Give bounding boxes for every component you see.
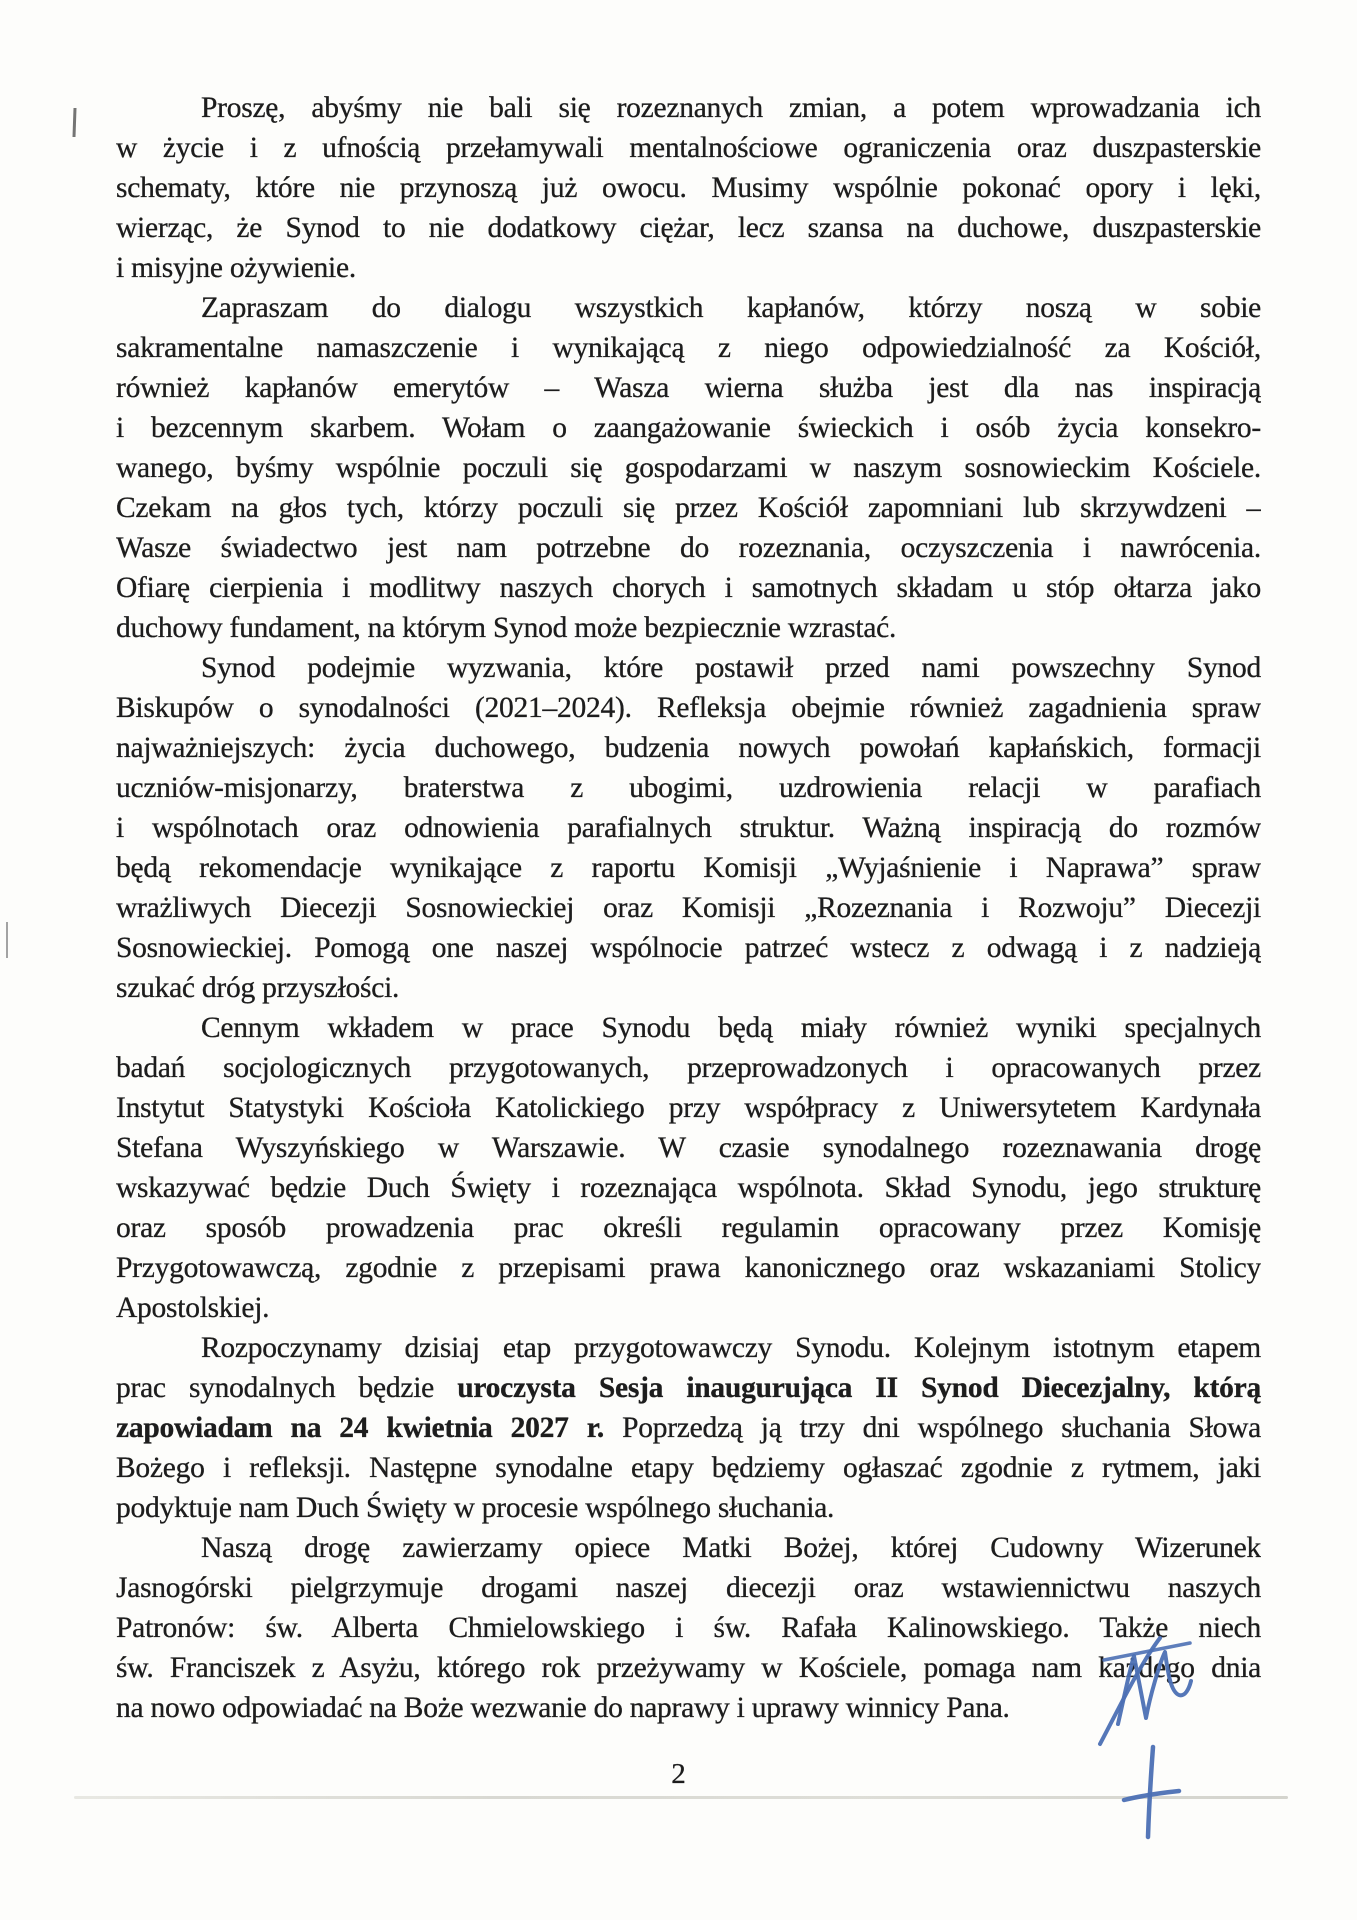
text-line — [116, 1408, 1261, 1448]
text-line: wierząc, że Synod to nie dodatkowy ciężar, lecz szansa na duchowe, duszpasterskie — [116, 212, 1261, 244]
text-segment: Poprzedzą ją trzy dni wspólnego słuchania Słowa — [603, 1412, 1261, 1444]
text-line: św. Franciszek z Asyżu, którego rok przeżywamy w Kościele, pomaga nam każdego dnia — [116, 1652, 1261, 1684]
paragraph-5 — [116, 1328, 1261, 1528]
letter-body — [116, 88, 1261, 1728]
text-line: podyktuje nam Duch Święty w procesie wspólnego słuchania. — [116, 1492, 835, 1524]
text-line: będą rekomendacje wynikające z raportu Komisji „Wyjaśnienie i Naprawa” spraw — [116, 852, 1261, 884]
text-line: Zapraszam do dialogu wszystkich kapłanów, którzy noszą w sobie — [201, 292, 1261, 324]
text-line — [116, 1368, 1261, 1408]
paragraph-3 — [116, 648, 1261, 1008]
text-line: Bożego i refleksji. Następne synodalne etapy będziemy ogłaszać zgodnie z rytmem, jaki — [116, 1452, 1261, 1484]
paragraph-4 — [116, 1008, 1261, 1328]
signature-paraph-icon — [1088, 1632, 1196, 1750]
text-line: wrażliwych Diecezji Sosnowieckiej oraz Komisji „Rozeznania i Rozwoju” Diecezji — [116, 892, 1261, 924]
text-line: najważniejszych: życia duchowego, budzenia nowych powołań kapłańskich, formacji — [116, 732, 1261, 764]
text-line: Instytut Statystyki Kościoła Katolickiego przy współpracy z Uniwersytetem Kardynała — [116, 1092, 1261, 1124]
text-line: oraz sposób prowadzenia prac określi regulamin opracowany przez Komisję — [116, 1212, 1261, 1244]
text-line: i bezcennym skarbem. Wołam o zaangażowanie świeckich i osób życia konsekro- — [116, 412, 1261, 444]
text-line: Synod podejmie wyzwania, które postawił przed nami powszechny Synod — [201, 652, 1261, 684]
text-line: Stefana Wyszyńskiego w Warszawie. W czasie synodalnego rozeznawania drogę — [116, 1132, 1261, 1164]
text-line: Przygotowawczą, zgodnie z przepisami prawa kanonicznego oraz wskazaniami Stolicy — [116, 1252, 1261, 1284]
text-line: Apostolskiej. — [116, 1292, 270, 1324]
text-line: szukać dróg przyszłości. — [116, 972, 400, 1004]
text-line: w życie i z ufnością przełamywali mentalnościowe ograniczenia oraz duszpasterskie — [116, 132, 1261, 164]
paragraph-2 — [116, 288, 1261, 648]
text-line: Wasze świadectwo jest nam potrzebne do rozeznania, oczyszczenia i nawrócenia. — [116, 532, 1261, 564]
text-segment-bold: uroczysta Sesja inaugurująca II Synod Diecezjalny, którą — [457, 1372, 1261, 1404]
text-line: wanego, byśmy wspólnie poczuli się gospodarzami w naszym sosnowieckim Kościele. — [116, 452, 1261, 484]
text-line: sakramentalne namaszczenie i wynikającą z niego odpowiedzialność za Kościół, — [116, 332, 1261, 364]
scan-artifact-rule — [74, 1796, 1288, 1799]
text-segment-bold: zapowiadam na 24 kwietnia 2027 r. — [116, 1412, 604, 1444]
text-line: Ofiarę cierpienia i modlitwy naszych chorych i samotnych składam u stóp ołtarza jako — [116, 572, 1261, 604]
text-line: Proszę, abyśmy nie bali się rozeznanych zmian, a potem wprowadzania ich — [201, 92, 1261, 124]
text-line: na nowo odpowiadać na Boże wezwanie do naprawy i uprawy winnicy Pana. — [116, 1692, 1010, 1724]
text-line: badań socjologicznych przygotowanych, przeprowadzonych i opracowanych przez — [116, 1052, 1261, 1084]
blue-cross-mark-icon — [1118, 1744, 1184, 1840]
text-line: wskazywać będzie Duch Święty i rozeznająca wspólnota. Skład Synodu, jego strukturę — [116, 1172, 1261, 1204]
text-segment: prac synodalnych będzie — [116, 1372, 458, 1404]
text-line: Biskupów o synodalności (2021–2024). Refleksja obejmie również zagadnienia spraw — [116, 692, 1261, 724]
scan-artifact-edge-line — [6, 922, 8, 958]
text-line: schematy, które nie przynoszą już owocu. Musimy wspólnie pokonać opory i lęki, — [116, 172, 1261, 204]
text-line: Jasnogórski pielgrzymuje drogami naszej diecezji oraz wstawiennictwu naszych — [116, 1572, 1261, 1604]
text-line: uczniów-misjonarzy, braterstwa z ubogimi, uzdrowienia relacji w parafiach — [116, 772, 1261, 804]
text-line: Czekam na głos tych, którzy poczuli się przez Kościół zapomniani lub skrzywdzeni – — [116, 492, 1261, 524]
text-line: i misyjne ożywienie. — [116, 252, 356, 284]
scan-artifact-tick — [72, 108, 76, 137]
text-line: Patronów: św. Alberta Chmielowskiego i św. Rafała Kalinowskiego. Także niech — [116, 1612, 1261, 1644]
page-number: 2 — [671, 1758, 686, 1790]
text-line: Sosnowieckiej. Pomogą one naszej wspólnocie patrzeć wstecz z odwagą i z nadzieją — [116, 932, 1261, 964]
text-line: również kapłanów emerytów – Wasza wierna służba jest dla nas inspiracją — [116, 372, 1261, 404]
text-line: Rozpoczynamy dzisiaj etap przygotowawczy Synodu. Kolejnym istotnym etapem — [201, 1332, 1261, 1364]
paragraph-1 — [116, 88, 1261, 288]
text-line: Naszą drogę zawierzamy opiece Matki Bożej, której Cudowny Wizerunek — [201, 1532, 1261, 1564]
text-line: Cennym wkładem w prace Synodu będą miały również wyniki specjalnych — [201, 1012, 1261, 1044]
text-line: duchowy fundament, na którym Synod może bezpiecznie wzrastać. — [116, 612, 897, 644]
text-line: i wspólnotach oraz odnowienia parafialnych struktur. Ważną inspiracją do rozmów — [116, 812, 1261, 844]
